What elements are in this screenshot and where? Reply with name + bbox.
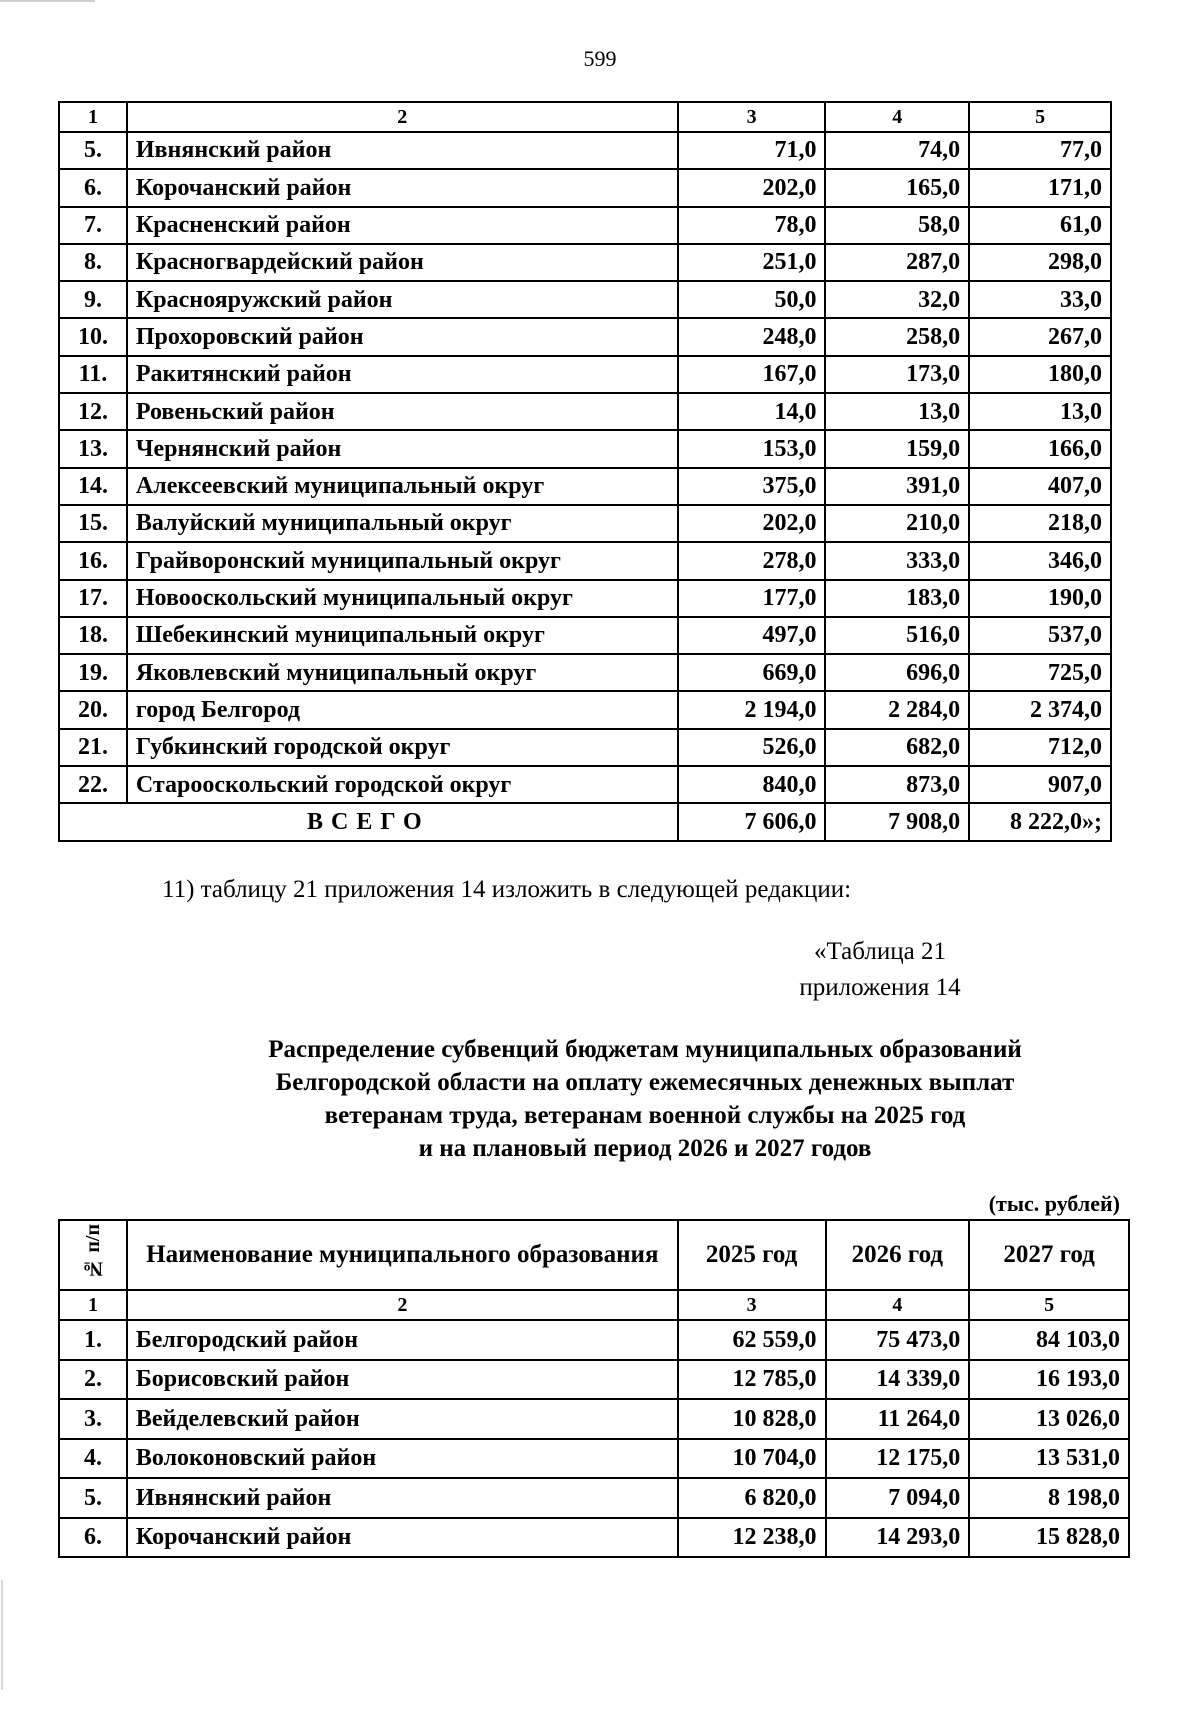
municipality-name: Прохоровский район	[127, 318, 678, 355]
header-row	[59, 1220, 1129, 1290]
table-row	[59, 1320, 1129, 1360]
value-cell: 537,0	[969, 617, 1111, 654]
table-row	[59, 318, 1111, 355]
value-cell: 10 828,0	[678, 1399, 826, 1439]
value-cell: 10 704,0	[678, 1439, 826, 1479]
value-cell: 78,0	[678, 207, 826, 244]
table-title	[0, 1033, 1200, 1165]
value-cell: 71,0	[678, 132, 826, 169]
row-number: 20.	[59, 691, 127, 728]
row-number: 13.	[59, 430, 127, 467]
row-number: 9.	[59, 281, 127, 318]
total-label: ВСЕГО	[59, 803, 678, 840]
table-row	[59, 468, 1111, 505]
page-number: 599	[583, 46, 617, 71]
table-row	[59, 132, 1111, 169]
value-cell: 61,0	[969, 207, 1111, 244]
municipality-name: Старооскольский городской округ	[127, 766, 678, 803]
value-cell: 669,0	[678, 654, 826, 691]
value-cell: 682,0	[825, 729, 969, 766]
col-num: 2	[127, 102, 678, 132]
total-row	[59, 803, 1111, 840]
row-number: 5.	[59, 1478, 127, 1518]
value-cell: 258,0	[825, 318, 969, 355]
value-cell: 13 026,0	[969, 1399, 1129, 1439]
municipality-name: Ракитянский район	[127, 356, 678, 393]
row-number: 6.	[59, 169, 127, 206]
value-cell: 712,0	[969, 729, 1111, 766]
value-cell: 13,0	[969, 393, 1111, 430]
value-cell: 12 175,0	[826, 1439, 970, 1479]
row-number: 11.	[59, 356, 127, 393]
total-value: 8 222,0»;	[969, 803, 1111, 840]
row-number: 21.	[59, 729, 127, 766]
value-cell: 12 785,0	[678, 1360, 826, 1400]
value-cell: 12 238,0	[678, 1518, 826, 1558]
municipality-name: Яковлевский муниципальный округ	[127, 654, 678, 691]
header-year: 2027 год	[969, 1220, 1129, 1290]
value-cell: 2 374,0	[969, 691, 1111, 728]
column-number-row	[59, 102, 1111, 132]
value-cell: 159,0	[825, 430, 969, 467]
value-cell: 13 531,0	[969, 1439, 1129, 1479]
value-cell: 218,0	[969, 505, 1111, 542]
municipality-name: Корочанский район	[127, 169, 678, 206]
municipality-name: Алексеевский муниципальный округ	[127, 468, 678, 505]
value-cell: 333,0	[825, 542, 969, 579]
municipality-name: Новооскольский муниципальный округ	[127, 580, 678, 617]
table-row	[59, 1399, 1129, 1439]
value-cell: 74,0	[825, 132, 969, 169]
value-cell: 32,0	[825, 281, 969, 318]
scan-edge-line	[0, 0, 95, 2]
row-number: 15.	[59, 505, 127, 542]
table-row	[59, 430, 1111, 467]
header-num	[59, 1220, 127, 1290]
table-row	[59, 244, 1111, 281]
municipality-name: Ивнянский район	[127, 1478, 678, 1518]
value-cell: 167,0	[678, 356, 826, 393]
value-cell: 62 559,0	[678, 1320, 826, 1360]
col-num: 1	[59, 102, 127, 132]
value-cell: 16 193,0	[969, 1360, 1129, 1400]
row-number: 14.	[59, 468, 127, 505]
value-cell: 287,0	[825, 244, 969, 281]
value-cell: 840,0	[678, 766, 826, 803]
value-cell: 497,0	[678, 617, 826, 654]
value-cell: 8 198,0	[969, 1478, 1129, 1518]
value-cell: 210,0	[825, 505, 969, 542]
total-value: 7 908,0	[825, 803, 969, 840]
table-row	[59, 729, 1111, 766]
value-cell: 166,0	[969, 430, 1111, 467]
table-row	[59, 505, 1111, 542]
amendment-intro-text: 11) таблицу 21 приложения 14 изложить в следующей редакции:	[162, 876, 852, 903]
value-cell: 15 828,0	[969, 1518, 1129, 1558]
table-row	[59, 169, 1111, 206]
value-cell: 75 473,0	[826, 1320, 970, 1360]
col-num: 3	[678, 102, 826, 132]
title-line: Распределение субвенций бюджетам муниципальных образований	[268, 1036, 1022, 1063]
table-row	[59, 617, 1111, 654]
value-cell: 516,0	[825, 617, 969, 654]
municipality-name: Красногвардейский район	[127, 244, 678, 281]
municipality-name: Борисовский район	[127, 1360, 678, 1400]
value-cell: 77,0	[969, 132, 1111, 169]
row-number: 4.	[59, 1439, 127, 1479]
row-number: 6.	[59, 1518, 127, 1558]
value-cell: 171,0	[969, 169, 1111, 206]
table-caption-line: «Таблица 21	[814, 938, 946, 965]
municipality-name: Шебекинский муниципальный округ	[127, 617, 678, 654]
municipality-name: Красненский район	[127, 207, 678, 244]
row-number: 19.	[59, 654, 127, 691]
col-num: 2	[127, 1290, 678, 1320]
table-row	[59, 281, 1111, 318]
value-cell: 14 339,0	[826, 1360, 970, 1400]
municipality-name: Губкинский городской округ	[127, 729, 678, 766]
municipality-name: Вейделевский район	[127, 1399, 678, 1439]
value-cell: 2 194,0	[678, 691, 826, 728]
row-number: 3.	[59, 1399, 127, 1439]
municipality-name: Грайворонский муниципальный округ	[127, 542, 678, 579]
row-number: 1.	[59, 1320, 127, 1360]
table-row	[59, 1439, 1129, 1479]
total-value: 7 606,0	[678, 803, 826, 840]
col-num: 1	[59, 1290, 127, 1320]
row-number: 2.	[59, 1360, 127, 1400]
header-name: Наименование муниципального образования	[127, 1220, 678, 1290]
col-num: 5	[969, 102, 1111, 132]
value-cell: 58,0	[825, 207, 969, 244]
header-year: 2026 год	[826, 1220, 970, 1290]
value-cell: 177,0	[678, 580, 826, 617]
row-number: 10.	[59, 318, 127, 355]
value-cell: 33,0	[969, 281, 1111, 318]
municipality-name: Валуйский муниципальный округ	[127, 505, 678, 542]
value-cell: 298,0	[969, 244, 1111, 281]
col-num: 4	[825, 102, 969, 132]
municipality-name: Чернянский район	[127, 430, 678, 467]
row-number: 17.	[59, 580, 127, 617]
table-21	[58, 1219, 1130, 1558]
title-line: ветеранам труда, ветеранам военной службы на 2025 год	[324, 1102, 966, 1129]
value-cell: 84 103,0	[969, 1320, 1129, 1360]
municipality-name: Ивнянский район	[127, 132, 678, 169]
value-cell: 907,0	[969, 766, 1111, 803]
value-cell: 696,0	[825, 654, 969, 691]
table-row	[59, 1518, 1129, 1558]
value-cell: 11 264,0	[826, 1399, 970, 1439]
title-line: и на плановый период 2026 и 2027 годов	[418, 1135, 872, 1162]
header-num-text: № п/п	[81, 1223, 104, 1280]
table-row	[59, 580, 1111, 617]
row-number: 22.	[59, 766, 127, 803]
value-cell: 346,0	[969, 542, 1111, 579]
table-row	[59, 542, 1111, 579]
value-cell: 153,0	[678, 430, 826, 467]
value-cell: 165,0	[825, 169, 969, 206]
value-cell: 202,0	[678, 505, 826, 542]
municipality-name: Краснояружский район	[127, 281, 678, 318]
col-num: 5	[969, 1290, 1129, 1320]
value-cell: 278,0	[678, 542, 826, 579]
value-cell: 183,0	[825, 580, 969, 617]
col-num: 3	[678, 1290, 826, 1320]
value-cell: 190,0	[969, 580, 1111, 617]
value-cell: 7 094,0	[826, 1478, 970, 1518]
table-caption	[760, 934, 1000, 1006]
value-cell: 375,0	[678, 468, 826, 505]
continued-table	[58, 101, 1112, 842]
value-cell: 14,0	[678, 393, 826, 430]
table-caption-line: приложения 14	[799, 974, 961, 1001]
value-cell: 725,0	[969, 654, 1111, 691]
table-row	[59, 1478, 1129, 1518]
value-cell: 251,0	[678, 244, 826, 281]
column-number-row	[59, 1290, 1129, 1320]
value-cell: 391,0	[825, 468, 969, 505]
table-row	[59, 356, 1111, 393]
municipality-name: Волоконовский район	[127, 1439, 678, 1479]
table-row	[59, 691, 1111, 728]
municipality-name: Корочанский район	[127, 1518, 678, 1558]
value-cell: 14 293,0	[826, 1518, 970, 1558]
table-row	[59, 654, 1111, 691]
value-cell: 2 284,0	[825, 691, 969, 728]
table-row	[59, 393, 1111, 430]
row-number: 5.	[59, 132, 127, 169]
value-cell: 267,0	[969, 318, 1111, 355]
value-cell: 248,0	[678, 318, 826, 355]
value-cell: 173,0	[825, 356, 969, 393]
value-cell: 13,0	[825, 393, 969, 430]
value-cell: 50,0	[678, 281, 826, 318]
municipality-name: Ровеньский район	[127, 393, 678, 430]
row-number: 18.	[59, 617, 127, 654]
col-num: 4	[826, 1290, 970, 1320]
row-number: 16.	[59, 542, 127, 579]
header-year: 2025 год	[678, 1220, 826, 1290]
table-row	[59, 766, 1111, 803]
table-row	[59, 1360, 1129, 1400]
row-number: 8.	[59, 244, 127, 281]
title-line: Белгородской области на оплату ежемесячных денежных выплат	[275, 1069, 1015, 1096]
value-cell: 407,0	[969, 468, 1111, 505]
value-cell: 202,0	[678, 169, 826, 206]
row-number: 12.	[59, 393, 127, 430]
scan-margin-mark	[1, 1580, 3, 1690]
table-row	[59, 207, 1111, 244]
value-cell: 6 820,0	[678, 1478, 826, 1518]
municipality-name: Белгородский район	[127, 1320, 678, 1360]
row-number: 7.	[59, 207, 127, 244]
units-label: (тыс. рублей)	[988, 1191, 1120, 1216]
value-cell: 526,0	[678, 729, 826, 766]
value-cell: 180,0	[969, 356, 1111, 393]
municipality-name: город Белгород	[127, 691, 678, 728]
value-cell: 873,0	[825, 766, 969, 803]
